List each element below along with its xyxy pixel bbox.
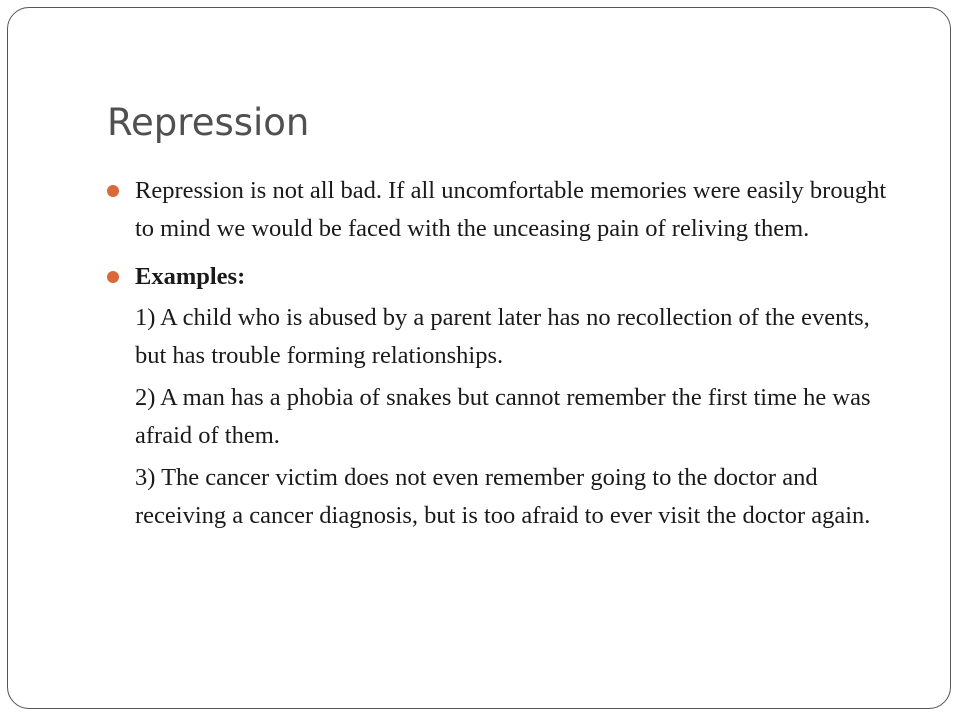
example-item-1: 1) A child who is abused by a parent later has no recollection of the events, but has trouble forming relationships. (135, 304, 870, 369)
example-item-3: 3) The cancer victim does not even remember going to the doctor and receiving a cancer diagnosis, but is too afraid to ever visit the doctor again. (135, 464, 871, 529)
intro-bullet (107, 172, 887, 248)
examples-label: Examples: (135, 263, 246, 290)
bullet-dot-icon (107, 271, 119, 283)
intro-text: Repression is not all bad. If all uncomfortable memories were easily brought to mind we would be faced with the unceasing pain of reliving them. (135, 177, 887, 242)
slide-content (107, 172, 887, 539)
bullet-dot-icon (107, 185, 119, 197)
examples-bullet (107, 258, 887, 296)
example-item-2: 2) A man has a phobia of snakes but cannot remember the first time he was afraid of them. (135, 384, 871, 449)
slide-title: Repression (107, 101, 310, 144)
